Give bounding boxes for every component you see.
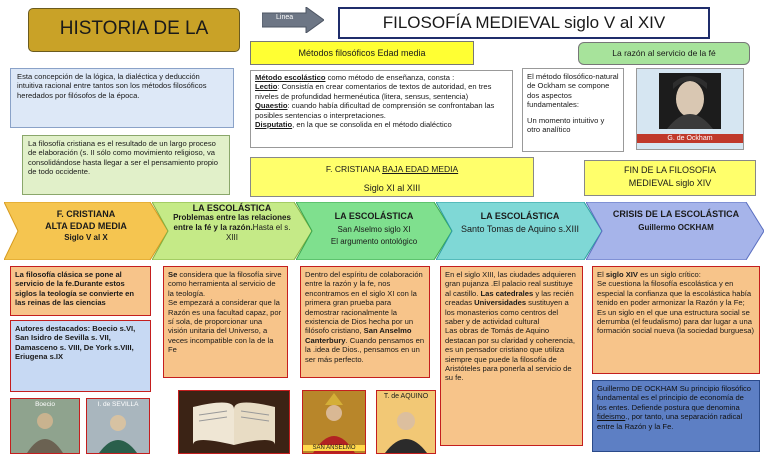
col3-text1: Dentro del espíritu de colaboración entre la razón y la fe, nos encontramos en el siglo XI con la primera gran prueba para demostrar racionalmente la existencia de Dios hecha por un filósofo cristiano, [305, 270, 423, 336]
baja-underlined: BAJA EDAD MEDIA [382, 164, 459, 174]
col3-text2: . Cuando pensamos en la .idea de Dios., pensamos en un ser más perfecto. [305, 335, 425, 364]
lectio-text: : Consistía en crear comentarios de textos de autoridad, en tres niveles de profundidad hermenéutica (litera, sensus, sentencia) [255, 82, 492, 101]
linea-arrow [262, 7, 324, 33]
book-image [178, 390, 290, 454]
metodo-term: Método escolástico [255, 73, 326, 82]
baja-prefix: F. CRISTIANA [325, 164, 383, 174]
chevron-escolastica-1 [152, 202, 312, 260]
chevron-2-line1: LA ESCOLÁSTICA [192, 203, 272, 213]
chevron-crisis [586, 202, 764, 260]
chevron-5-line2: Guillermo OCKHAM [638, 223, 714, 232]
ockham-box-u: fideismo [597, 412, 626, 422]
fin-filosofia-box [584, 160, 756, 196]
baja-edad-media-box [250, 157, 534, 197]
ockham-method-text2: Un momento intuitivo y otro analítico [527, 115, 605, 135]
book-icon [179, 391, 289, 453]
concepcion-box: Esta concepción de la lógica, la dialéctica y deducción intuitiva racional entre tantos son los métodos filosóficos heredados por filósofos de la época. [10, 68, 234, 128]
col5-p1b: siglo XIV [605, 270, 638, 279]
ockham-box-t2: Su principio filosófico fundamental es el principio de economía de los entes. Defiende postura que denomina [597, 384, 752, 412]
anselmo-caption: SAN ANSELMO [303, 445, 365, 451]
col5-p2: Se cuestiona la filosofía escolástica y en especial la confianza que la escolástica había tenido en poder armonizar la Razón y la Fe; [597, 279, 752, 308]
chevron-2-line2: Problemas entre las relaciones entre la fé y la razón. [173, 213, 291, 232]
col2-text: considera que la filosofía sirve como herramienta al servicio de la teología. Se empezará a considerar que la Razón es una facultad capaz, por sí sola, de proporcionar una visión unitaria del Universo, a veces incompatible con la de la Fe [168, 270, 282, 355]
col5-p1c: es un siglo crítico: [637, 270, 701, 279]
linea-label: Linea [276, 14, 294, 21]
cristiana-box: La filosofía cristiana es el resultado de un largo proceso de elaboración (s. II sólo como movimiento religioso, va consolidándose hasta llegar a ser el pensamiento propio de todo occidente. [22, 135, 230, 195]
anselmo-portrait [303, 391, 365, 453]
col4-p1d: Universidades [474, 298, 527, 308]
col2-bold: Se [168, 270, 178, 279]
col4-p2: Las obras de Tomás de Aquino destacan por su claridad y coherencia, es un pensador cristiano que utiliza siempre que puede la filosofía de Aristóteles para ponerla al servicio de su fe. [445, 326, 576, 383]
ockham-method-box [522, 68, 624, 152]
col5-p3: Es un siglo en el que una estructura social se derrumba (el feudalismo) para dar lugar a una formación social nueva (la sociedad burguesa) [597, 307, 755, 336]
chevron-3-line2: San Alselmo siglo XI [337, 225, 411, 234]
ockham-principio-box [592, 380, 760, 452]
anselmo-box [300, 266, 430, 378]
aquino-box [440, 266, 583, 446]
chevron-3-line1: LA ESCOLÁSTICA [334, 211, 414, 221]
aquino-image [376, 390, 436, 454]
col3-bold: San Anselmo Canterbury [305, 326, 412, 345]
ockham-method-text: El método filosófico-natural de Ockham se compone dos aspectos fundamentales: [527, 72, 619, 110]
chevron-1-line3: Siglo V al X [64, 233, 108, 242]
disputatio-term: Disputatio [255, 120, 293, 130]
col4-p1c: y las recién creadas [445, 288, 574, 308]
chevron-escolastica-2 [296, 202, 452, 260]
chevron-1-line2: ALTA EDAD MEDIA [45, 221, 127, 231]
baja-line2: Siglo XI al XIII [363, 183, 421, 193]
ockham-box-t3: ., por tanto, una separación radical entre la Razón y la Fe. [597, 412, 743, 431]
chevron-3-line3: El argumento ontológico [330, 237, 418, 246]
boecio-caption: Boecio [35, 401, 55, 408]
aquino-portrait [377, 391, 435, 453]
chevron-1-line1: F. CRISTIANA [56, 209, 116, 219]
autores-box: Autores destacados: Boecio s.VI, San Isidro de Sevilla s. VII, Damasceno s. VIII, De York s.VIII, Eriugena s.IX [10, 320, 151, 392]
metodo-escolastico-box [250, 70, 513, 148]
lectio-term: Lectio [255, 82, 278, 92]
chevron-escolastica-3 [436, 202, 602, 260]
ockham-box-t1: Guillermo DE OCKHAM [597, 384, 680, 393]
ockham-portrait [636, 68, 744, 150]
fin-line1: FIN DE LA FILOSOFIA [623, 165, 717, 175]
quaestio-term: Quaestio [255, 101, 288, 111]
col4-p1b: Las catedrales [480, 288, 534, 298]
crisis-box [592, 266, 760, 374]
filosofia-clasica-box: La filosofía clásica se pone al servicio de la fe.Durante estos siglos la teología se convierte en las reinas de las ciencias [10, 266, 151, 316]
ockham-caption: G. de Ockham [637, 134, 743, 143]
col4-p1a: En el siglo XIII, las ciudades adquieren gran pujanza .El palacio real sustituye al castillo. [445, 270, 576, 298]
metodos-label: Métodos filosóficos Edad media [250, 41, 474, 65]
escolastica-relaciones-box [163, 266, 288, 378]
chevron-2-line3: Hasta el s. XIII [225, 223, 291, 242]
page-title: HISTORIA DE LA [28, 8, 240, 52]
chevron-4-line1: LA ESCOLÁSTICA [480, 211, 560, 221]
quaestio-text: : cuando había dificultad de comprensión se confrontaban las posibles sentencias o interpretaciones. [255, 101, 495, 120]
chevron-alta-edad-media [4, 202, 168, 260]
fin-line2: MEDIEVAL siglo XIV [628, 178, 712, 188]
disputatio-text: , en la que se consolida en el método dialéctico [292, 120, 452, 130]
main-title: FILOSOFÍA MEDIEVAL siglo V al XIV [338, 7, 710, 39]
isidro-image [86, 398, 150, 454]
col4-p1e: sustituyen a los monasterios como centros del saber y de actividad cultural [445, 298, 569, 327]
anselmo-image [302, 390, 366, 454]
aquino-caption: T. de AQUINO [383, 393, 429, 400]
isidro-caption: I. de SEVILLA [97, 401, 139, 408]
col5-p1a: El [597, 270, 606, 279]
metodo-text: como método de enseñanza, consta : [325, 73, 455, 82]
boecio-image [10, 398, 80, 454]
razon-label: La razón al servicio de la fé [578, 42, 750, 65]
chevron-4-line2: Santo Tomas de Aquino s.XIII [461, 224, 579, 234]
chevron-5-line1: CRISIS DE LA ESCOLÁSTICA [612, 209, 740, 219]
